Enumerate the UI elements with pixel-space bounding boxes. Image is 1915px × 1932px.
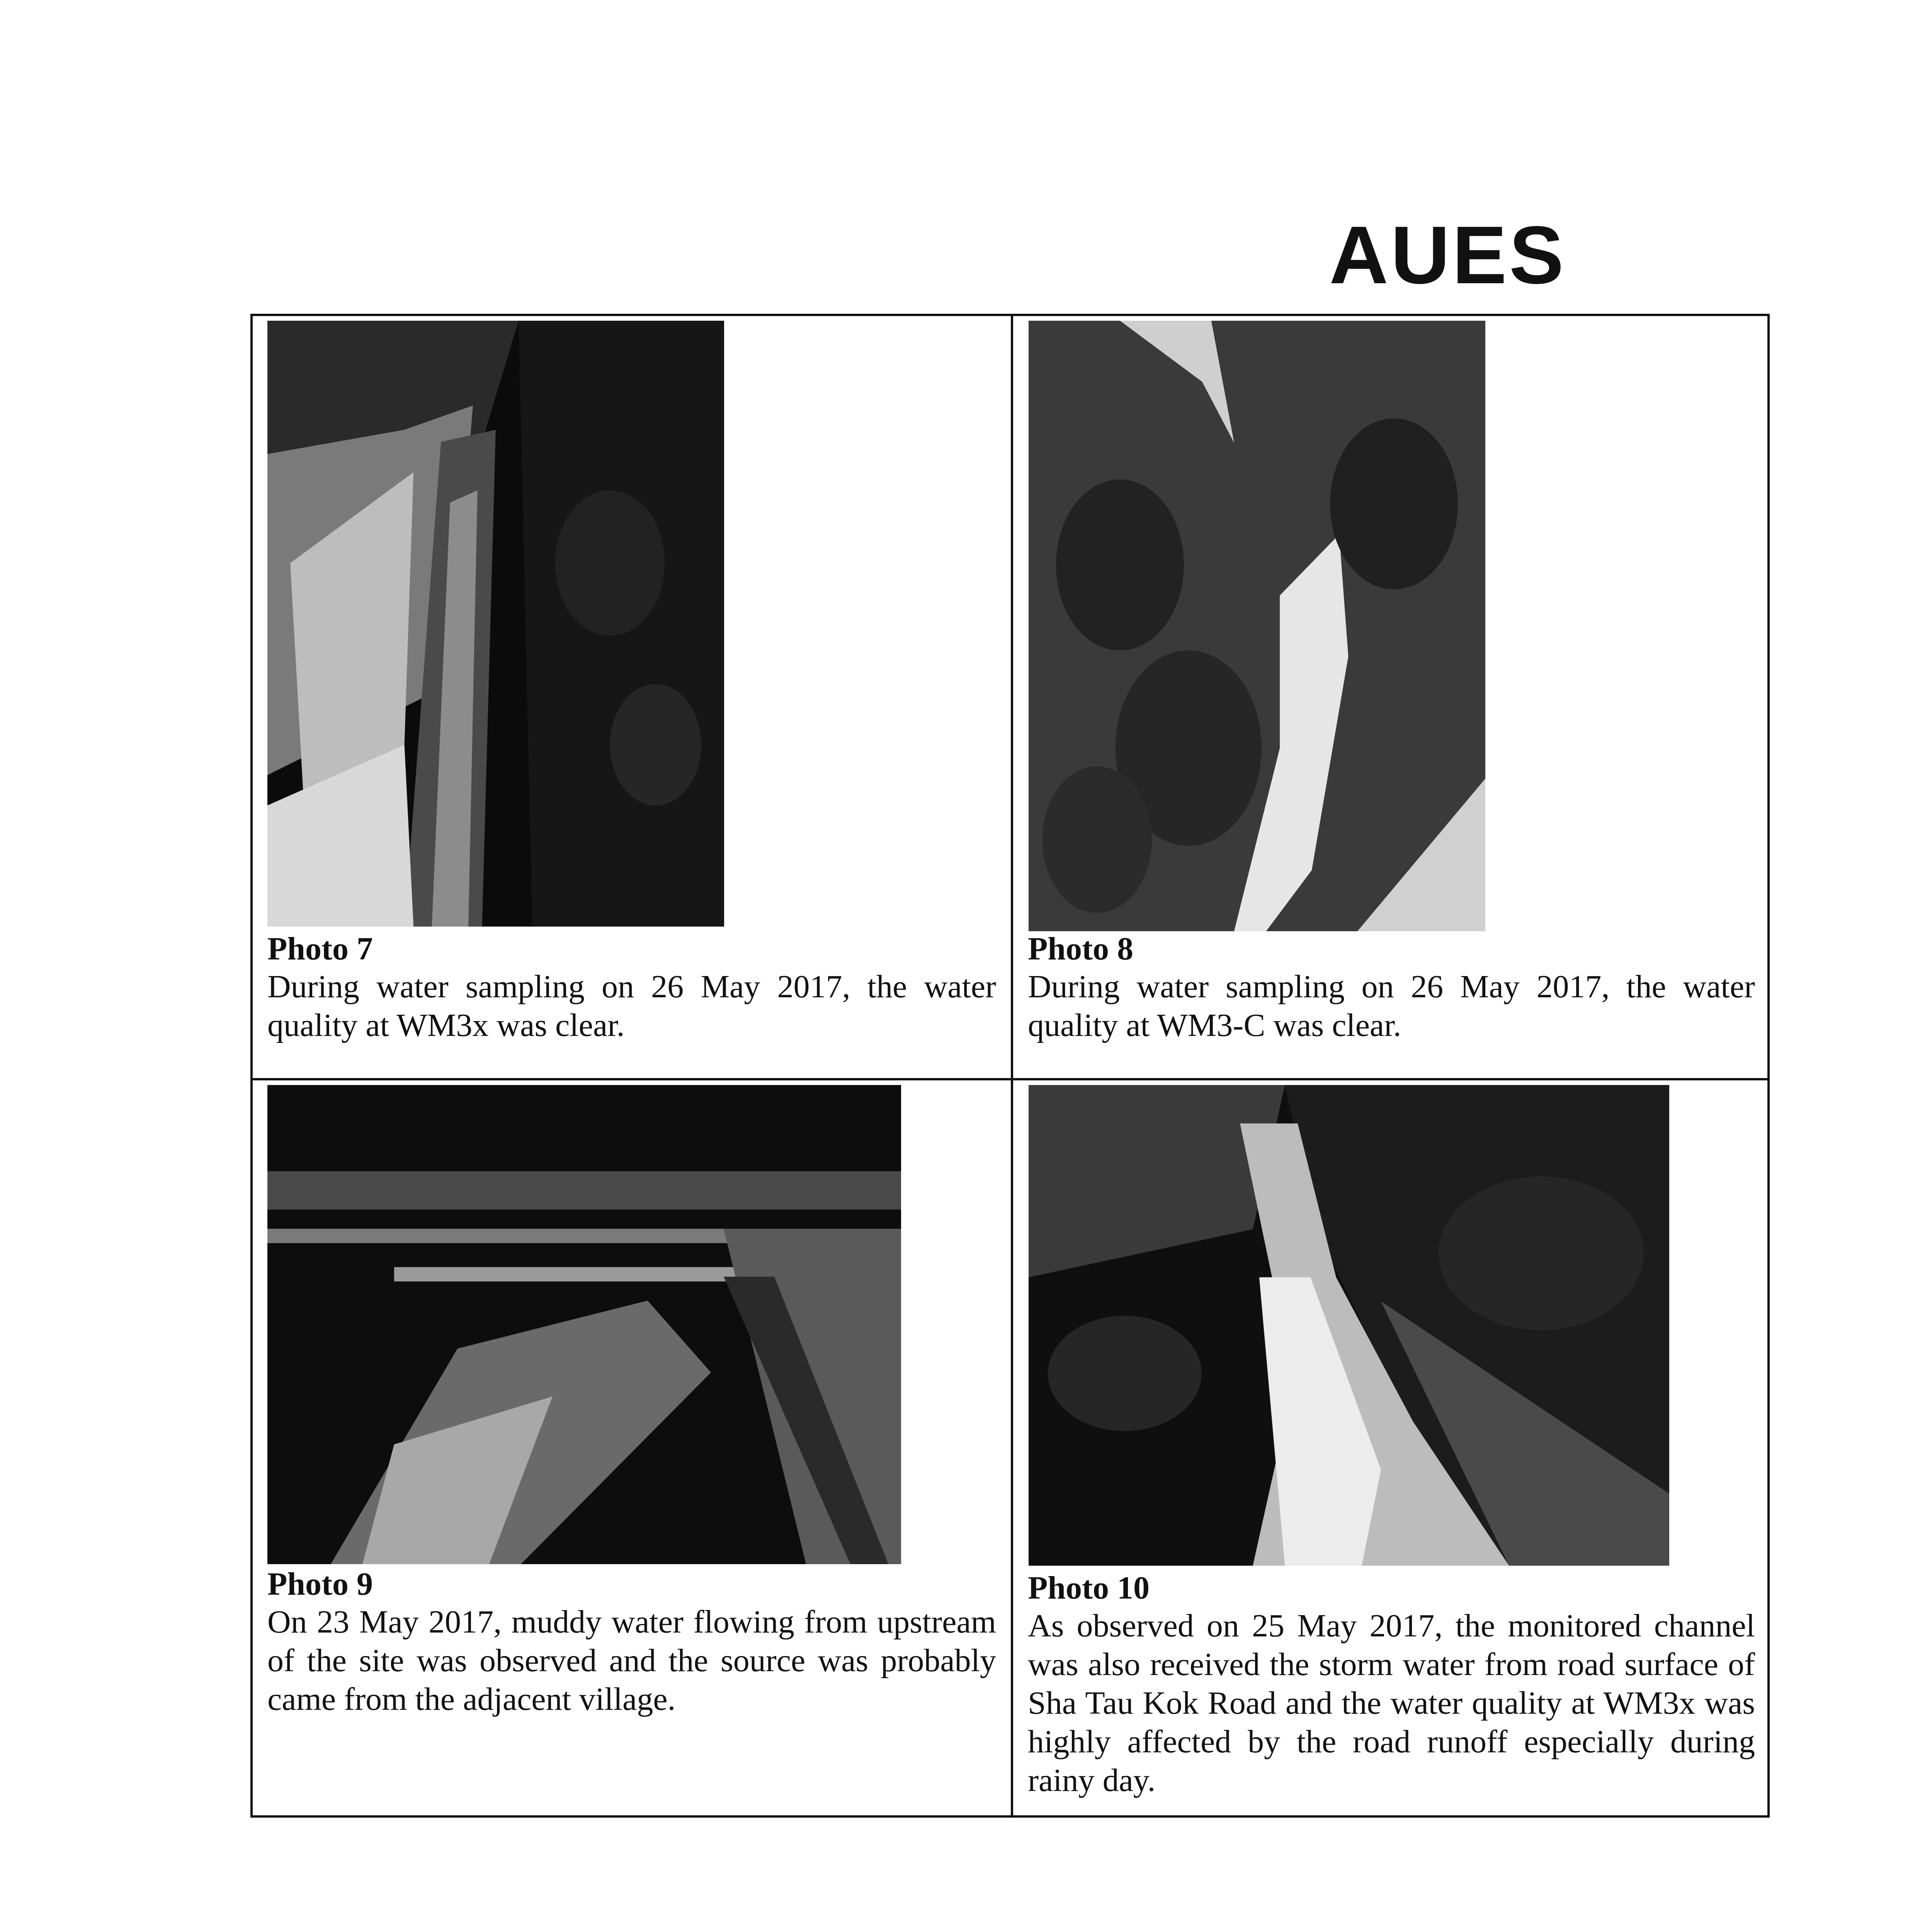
photo-cell-10 — [1013, 1080, 1770, 1818]
photo-9-image — [267, 1085, 901, 1564]
photo-8-title: Photo 8 — [1028, 931, 1133, 967]
photo-8-image — [1029, 321, 1485, 931]
photo-7-image — [267, 321, 724, 927]
photo-8-caption: During water sampling on 26 May 2017, the water quality at WM3-C was clear. — [1028, 969, 1755, 1043]
photo-10-caption: As observed on 25 May 2017, the monitored channel was also received the storm water from road surface of Sha Tau Kok Road and the water quality at WM3x was highly affected by the road runoff especially during rainy day. — [1028, 1608, 1755, 1798]
photo-7-title: Photo 7 — [267, 931, 373, 967]
photo-cell-9 — [253, 1080, 1011, 1818]
aues-logo: AUES — [1329, 209, 1566, 301]
photo-table — [250, 314, 1770, 1818]
photo-cell-7 — [253, 316, 1011, 1078]
photo-9-title: Photo 9 — [267, 1566, 373, 1602]
photo-9-caption: On 23 May 2017, muddy water flowing from upstream of the site was observed and the source was probably came from the adjacent village. — [267, 1604, 996, 1717]
photo-10-title: Photo 10 — [1028, 1570, 1150, 1606]
photo-7-caption: During water sampling on 26 May 2017, the water quality at WM3x was clear. — [267, 969, 996, 1043]
photo-10-image — [1029, 1085, 1669, 1566]
photo-cell-8 — [1013, 316, 1770, 1078]
